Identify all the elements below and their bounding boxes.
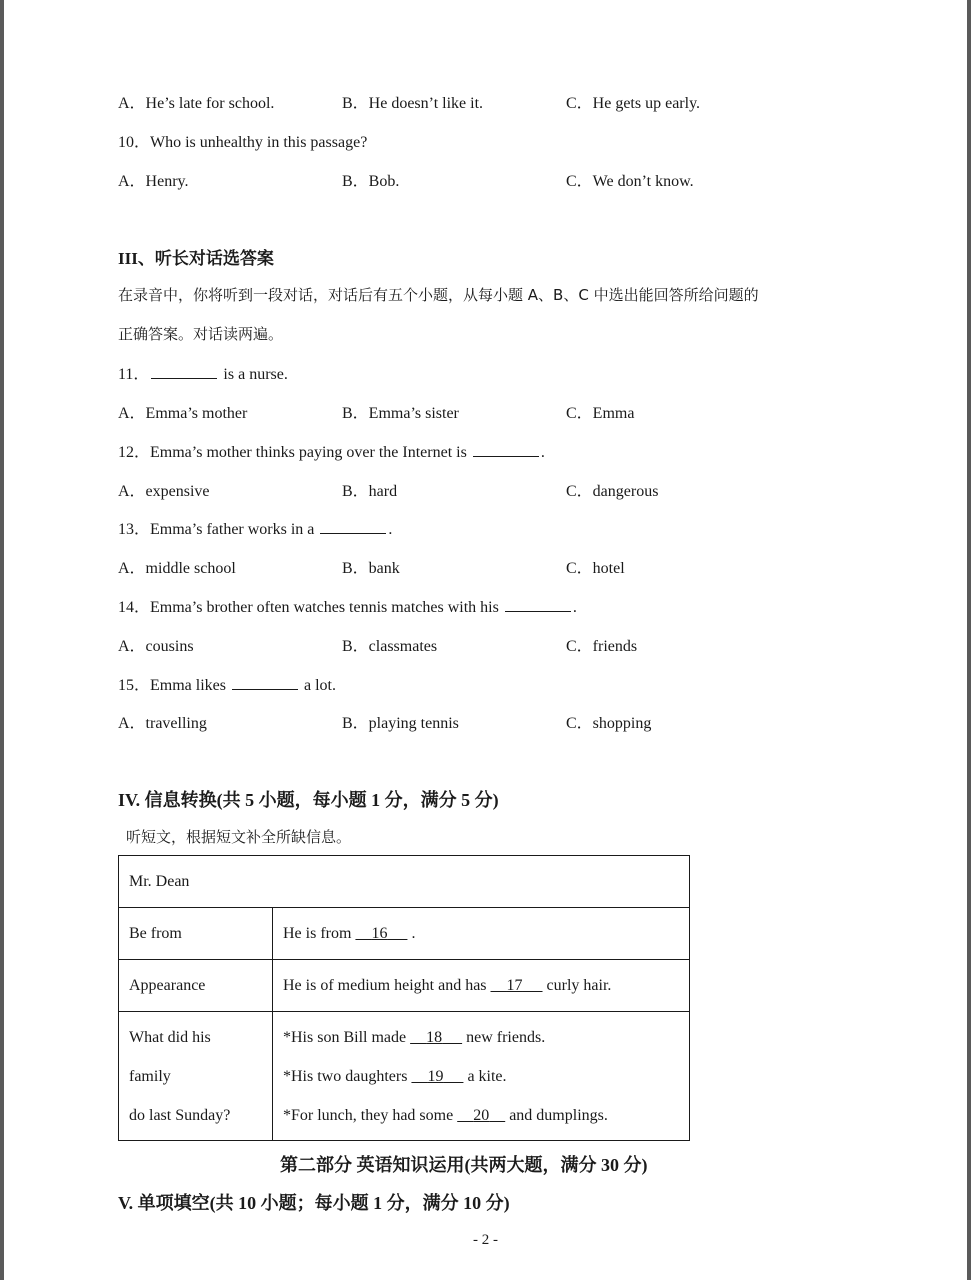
line-text: *His son Bill made (283, 1028, 407, 1046)
q11-options (118, 400, 818, 422)
q15-option-a: A．travelling (118, 715, 207, 732)
q13-option-c: C．hotel (566, 560, 625, 577)
q15-option-b: B．playing tennis (342, 715, 459, 732)
q13-text: 13．Emma’s father works in a (118, 521, 315, 538)
q11-number: 11． (118, 366, 150, 383)
q9-option-b: B．He doesn’t like it. (342, 95, 484, 112)
q14-end: . (572, 599, 577, 616)
q13-end: . (388, 521, 393, 538)
family-line-2 (283, 1057, 679, 1096)
line-end: and dumplings. (509, 1106, 608, 1124)
q14-option-c: C．friends (566, 638, 638, 655)
q15-option-c: C．shopping (566, 715, 652, 732)
row-text: He is of medium height and has (283, 976, 487, 994)
blank-number: 17 (506, 976, 523, 994)
q14-options (118, 633, 818, 655)
blank-number: 18 (426, 1028, 443, 1046)
row-key-be-from: Be from (119, 908, 273, 960)
q14-option-b: B．classmates (342, 638, 438, 655)
q15-text: 15．Emma likes (118, 677, 226, 694)
answer-blank-18[interactable] (410, 1029, 462, 1046)
q10-option-c: C．We don’t know. (566, 173, 694, 190)
answer-blank-20[interactable] (457, 1107, 505, 1124)
line-text: *For lunch, they had some (283, 1106, 454, 1124)
q12-end: . (540, 444, 545, 461)
q10-options (118, 168, 818, 190)
q10-option-a: A．Henry. (118, 173, 189, 190)
q12-option-b: B．hard (342, 483, 398, 500)
row-end: . (411, 924, 416, 942)
section5-title: V. 单项填空(共 10 小题；每小题 1 分，满分 10 分) (118, 1193, 510, 1213)
q15-stem (118, 672, 336, 695)
q13-stem (118, 516, 392, 539)
answer-blank-17[interactable] (491, 977, 543, 994)
q11-text: is a nurse. (223, 366, 288, 383)
q12-stem (118, 439, 545, 462)
q13-options (118, 555, 818, 577)
answer-blank[interactable] (505, 597, 571, 612)
q11-option-a: A．Emma’s mother (118, 405, 248, 422)
q10-option-b: B．Bob. (342, 173, 400, 190)
table-row (119, 960, 690, 1012)
section3-instruction-line2: 正确答案。对话读两遍。 (118, 325, 284, 343)
q15-options (118, 710, 818, 732)
q11-stem (118, 361, 288, 384)
key-line: family (129, 1067, 171, 1085)
q14-option-a: A．cousins (118, 638, 194, 655)
answer-blank-19[interactable] (411, 1068, 463, 1085)
q14-stem (118, 594, 577, 617)
answer-blank[interactable] (473, 442, 539, 457)
q15-end: a lot. (304, 677, 336, 694)
family-line-1 (283, 1018, 679, 1057)
section3-instruction-line1: 在录音中，你将听到一段对话，对话后有五个小题，从每小题 A、B、C 中选出能回答所给问题的 (118, 286, 759, 304)
q12-option-c: C．dangerous (566, 483, 659, 500)
answer-blank[interactable] (151, 364, 217, 379)
row-end: curly hair. (546, 976, 612, 994)
section3-title: III、听长对话选答案 (118, 249, 274, 268)
q12-text: 12．Emma’s mother thinks paying over the Internet is (118, 444, 467, 461)
q9-option-a: A．He’s late for school. (118, 95, 275, 112)
table-row (119, 1012, 690, 1141)
blank-number: 20 (473, 1106, 490, 1124)
blank-number: 16 (371, 924, 388, 942)
section4-title: IV. 信息转换(共 5 小题，每小题 1 分，满分 5 分) (118, 790, 499, 810)
key-line: do last Sunday? (129, 1106, 231, 1124)
q9-options (118, 90, 818, 112)
table-header-row (119, 856, 690, 908)
q11-option-c: C．Emma (566, 405, 635, 422)
q9-option-c: C．He gets up early. (566, 95, 701, 112)
q12-options (118, 478, 818, 500)
line-end: a kite. (467, 1067, 507, 1085)
row-key-appearance: Appearance (119, 960, 273, 1012)
q12-option-a: A．expensive (118, 483, 210, 500)
key-line: What did his (129, 1028, 211, 1046)
page-edge-left (0, 0, 4, 1280)
q11-option-b: B．Emma’s sister (342, 405, 459, 422)
answer-blank[interactable] (232, 675, 298, 690)
answer-blank[interactable] (320, 519, 386, 534)
q14-text: 14．Emma’s brother often watches tennis matches with his (118, 599, 499, 616)
blank-number: 19 (427, 1067, 444, 1085)
part2-title: 第二部分 英语知识运用(共两大题，满分 30 分) (280, 1155, 648, 1175)
table-header-cell: Mr. Dean (119, 856, 690, 908)
line-end: new friends. (466, 1028, 546, 1046)
section4-instruction: 听短文，根据短文补全所缺信息。 (126, 828, 352, 846)
row-text: He is from (283, 924, 352, 942)
table-row (119, 908, 690, 960)
row-value-family (273, 1012, 690, 1141)
family-line-3 (283, 1096, 679, 1135)
row-key-family (119, 1012, 273, 1141)
answer-blank-16[interactable] (355, 925, 407, 942)
page-edge-right (967, 0, 971, 1280)
line-text: *His two daughters (283, 1067, 408, 1085)
page-number: - 2 - (473, 1232, 498, 1248)
q10-stem: 10．Who is unhealthy in this passage? (118, 134, 368, 151)
q13-option-b: B．bank (342, 560, 400, 577)
row-value-appearance (273, 960, 690, 1012)
info-table (118, 855, 690, 1141)
row-value-be-from (273, 908, 690, 960)
q13-option-a: A．middle school (118, 560, 236, 577)
